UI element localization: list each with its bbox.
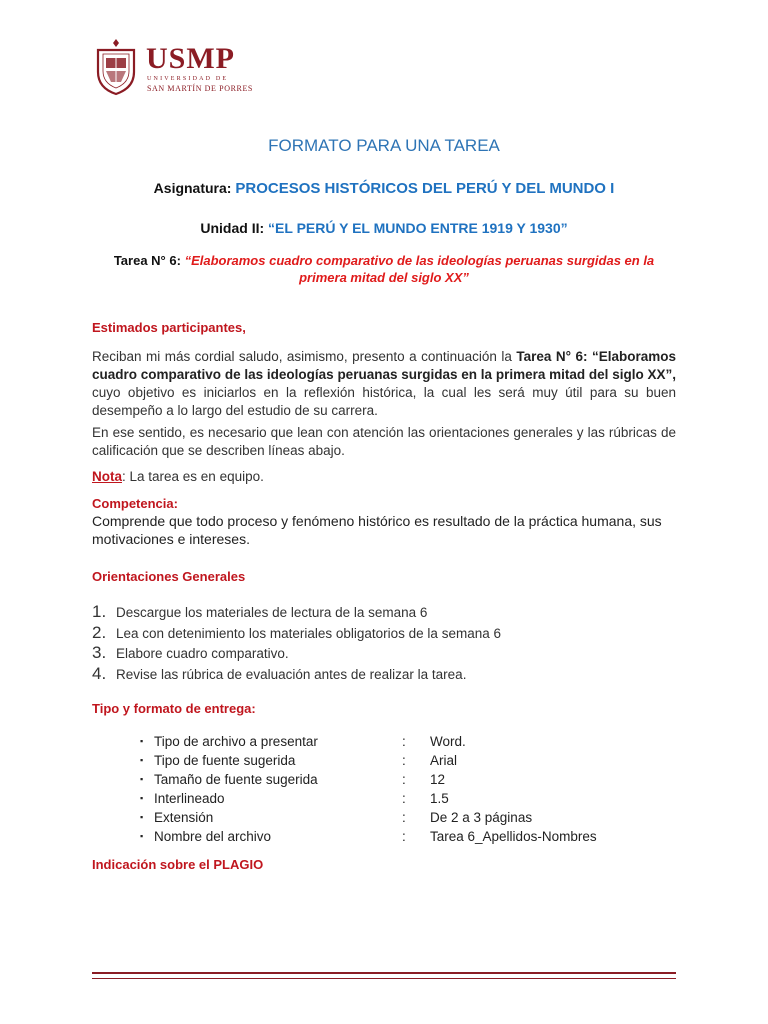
list-item: 2. Lea con detenimiento los materiales obligatorios de la semana 6 [92, 622, 501, 642]
square-bullet-icon: ▪ [140, 812, 144, 822]
footer-divider [92, 972, 676, 974]
competencia-heading: Competencia: [92, 496, 178, 511]
table-row: ▪ Tipo de fuente sugerida : Arial [140, 753, 458, 768]
intro-paragraph [92, 348, 676, 420]
sentido-paragraph: En ese sentido, es necesario que lean con atención las orientaciones generales y las rúbricas de calificación que se describen líneas abajo. [92, 425, 676, 458]
list-item: 4. Revise las rúbrica de evaluación antes de realizar la tarea. [92, 663, 467, 683]
intro-text-bold: Tarea N° 6: “Elaboramos cuadro comparativo de las ideologías peruanas surgidas en la primera mitad del siglo XX”, [92, 349, 676, 382]
tarea-value: “Elaboramos cuadro comparativo de las ideologías peruanas surgidas en la primera mitad del siglo XX” [184, 253, 655, 285]
tarea-label: Tarea N° 6: [113, 253, 181, 268]
asignatura-line [0, 180, 768, 197]
table-row: ▪ Nombre del archivo : Tarea 6_Apellidos-Nombres [140, 829, 597, 844]
intro-text-c: cuyo objetivo es iniciarlos en la reflexión histórica, la cual les será muy útil para su buen desempeño a lo largo del estudio de su carrera. [92, 385, 676, 418]
brand-name: USMP [146, 42, 235, 75]
orientaciones-list [92, 602, 652, 684]
brand-subtitle-2: SAN MARTÍN DE PORRES [147, 84, 253, 93]
plagio-heading: Indicación sobre el PLAGIO [92, 857, 264, 872]
list-item: 1. Descargue los materiales de lectura de la semana 6 [92, 602, 428, 621]
orientaciones-heading: Orientaciones Generales [92, 569, 246, 584]
competencia-text: Comprende que todo proceso y fenómeno histórico es resultado de la práctica humana, sus motivaciones e intereses. [92, 513, 662, 547]
greeting-heading: Estimados participantes, [92, 320, 246, 335]
nota-label: Nota [92, 469, 122, 484]
asignatura-label: Asignatura: [153, 180, 232, 196]
unidad-line [0, 220, 768, 236]
brand-subtitle-1: UNIVERSIDAD DE [147, 76, 229, 82]
nota-text: : La tarea es en equipo. [122, 469, 264, 484]
square-bullet-icon: ▪ [140, 736, 144, 746]
usmp-logo [94, 38, 254, 98]
document-title: FORMATO PARA UNA TAREA [268, 136, 500, 155]
formato-table [136, 732, 656, 846]
table-row: ▪ Extensión : De 2 a 3 páginas [140, 810, 533, 825]
list-item: 3. Elabore cuadro comparativo. [92, 643, 289, 662]
unidad-label: Unidad II: [200, 220, 265, 236]
tarea-line [96, 252, 672, 286]
table-row: ▪ Interlineado : 1.5 [140, 791, 449, 806]
square-bullet-icon: ▪ [140, 755, 144, 765]
intro-text-a: Reciban mi más cordial saludo, asimismo, presento a continuación la [92, 349, 512, 364]
nota-paragraph [92, 468, 676, 486]
table-row: ▪ Tipo de archivo a presentar : Word. [140, 734, 466, 749]
unidad-value: “EL PERÚ Y EL MUNDO ENTRE 1919 Y 1930” [268, 220, 568, 236]
square-bullet-icon: ▪ [140, 774, 144, 784]
square-bullet-icon: ▪ [140, 793, 144, 803]
asignatura-value: PROCESOS HISTÓRICOS DEL PERÚ Y DEL MUNDO I [235, 180, 615, 197]
footer-divider-thin [92, 978, 676, 979]
university-seal-icon [94, 38, 138, 96]
square-bullet-icon: ▪ [140, 831, 144, 841]
table-row: ▪ Tamaño de fuente sugerida : 12 [140, 772, 446, 787]
tipo-formato-heading: Tipo y formato de entrega: [92, 701, 256, 716]
